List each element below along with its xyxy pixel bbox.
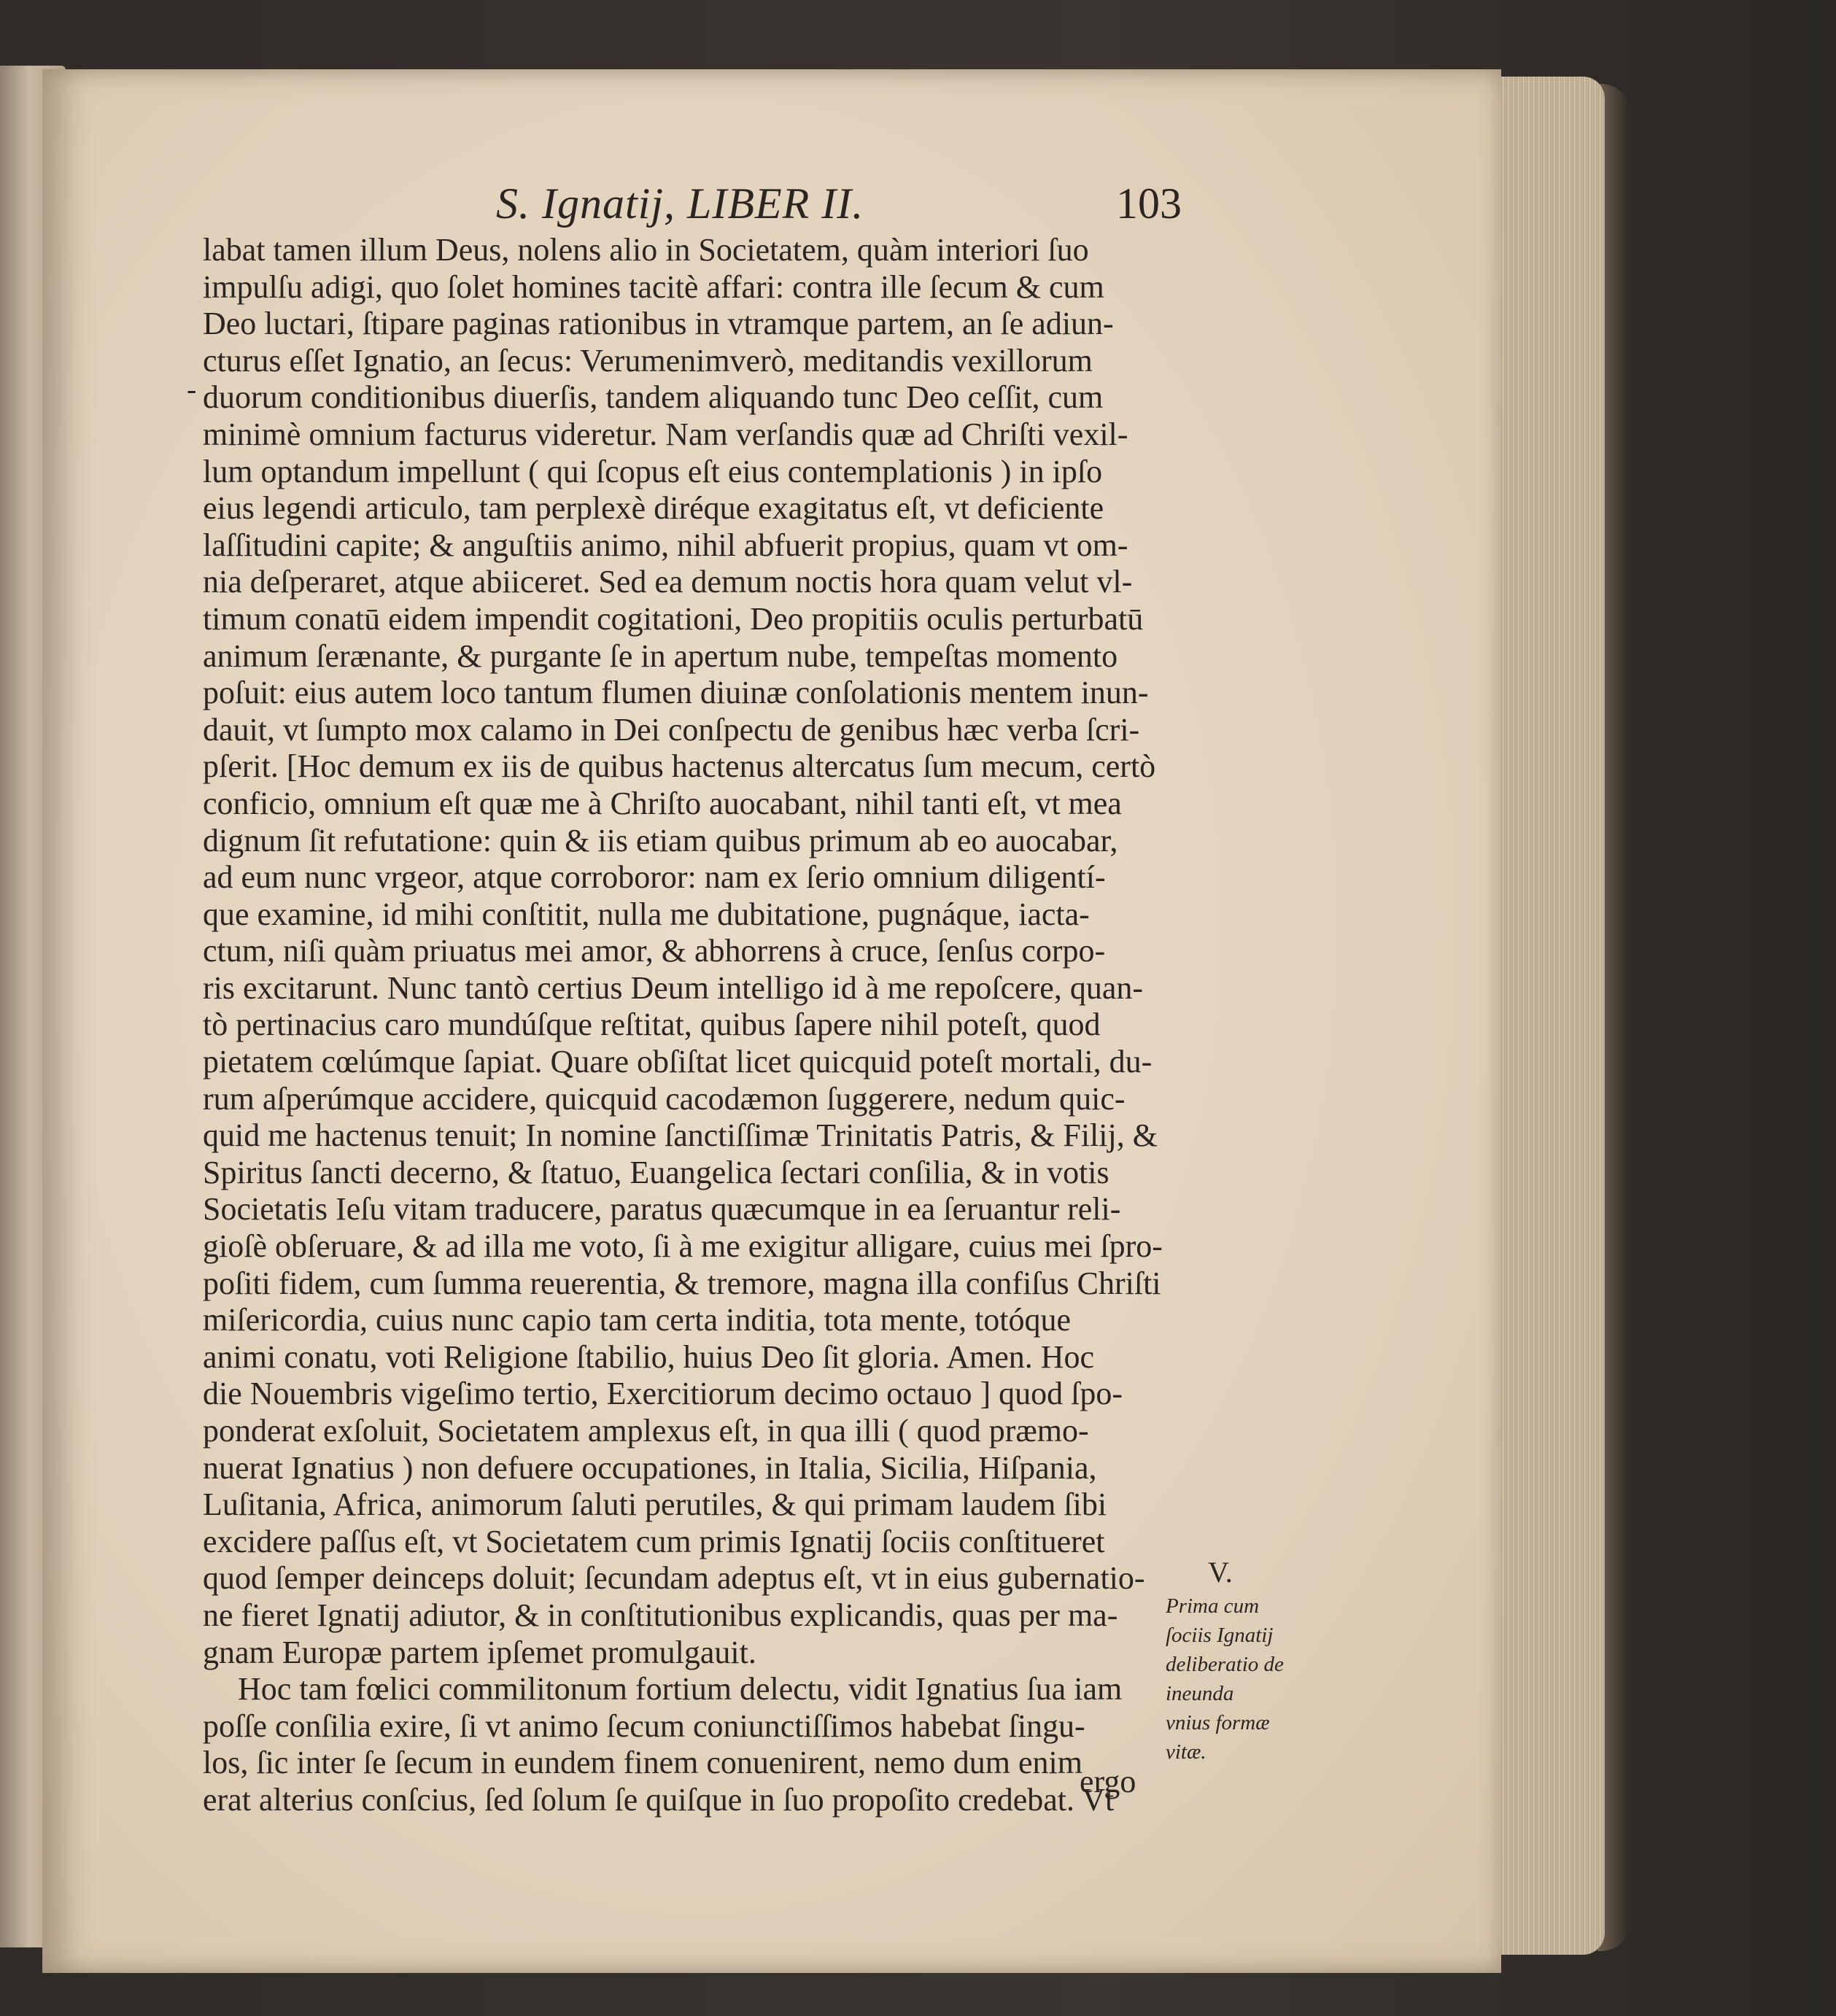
body-line: animi conatu, voti Religione ſtabilio, huius Deo ſit gloria. Amen. Hoc [203,1338,1095,1375]
margin-note-number: V. [1208,1556,1233,1589]
body-line: dignum ſit refutatione: quin & iis etiam quibus primum ab eo auocabar, [203,822,1118,858]
body-line: Deo luctari, ſtipare paginas rationibus in vtramque partem, an ſe adiun- [203,306,1114,342]
page-number: 103 [1116,179,1182,228]
body-line: eius legendi articulo, tam perplexè diréque exagitatus eſt, vt deficiente [203,490,1104,527]
body-line: erat alterius conſcius, ſed ſolum ſe quiſque in ſuo propoſito credebat. Vt [203,1781,1115,1818]
body-line: laſſitudini capite; & anguſtiis animo, nihil abfuerit propius, quam vt om- [203,527,1128,563]
margin-note-line: Prima cum [1166,1594,1260,1618]
body-line: Spiritus ſancti decerno, & ſtatuo, Euangelica ſectari conſilia, & in votis [203,1154,1109,1190]
body-line: excidere paſſus eſt, vt Societatem cum primis Ignatij ſociis conſtitueret [203,1523,1105,1559]
body-line: gioſè obſeruare, & ad illa me voto, ſi à me exigitur alligare, cuius mei ſpro- [203,1228,1163,1265]
running-head: S. Ignatij, LIBER II. [496,179,864,228]
body-line: timum conatū eidem impendit cogitationi, Deo propitiis oculis perturbatū [203,600,1144,637]
body-line: ctum, niſi quàm priuatus mei amor, & abhorrens à cruce, ſenſus corpo- [203,933,1106,969]
margin-note-line: vnius formæ [1166,1711,1270,1734]
page-header [496,179,1196,233]
margin-note-line: vitæ. [1166,1740,1206,1764]
body-line: impulſu adigi, quo ſolet homines tacitè affari: contra ille ſecum & cum [203,268,1104,305]
stray-mark: - [187,373,197,406]
body-line: que examine, id mihi conſtitit, nulla me dubitatione, pugnáque, iacta- [203,896,1090,932]
body-line: Hoc tam fœlici commilitonum fortium delectu, vidit Ignatius ſua iam [238,1671,1123,1707]
body-line: nia deſperaret, atque abiiceret. Sed ea demum noctis hora quam velut vl- [203,564,1133,600]
body-line: Societatis Ieſu vitam traducere, paratus quæcumque in ea ſeruantur reli- [203,1191,1121,1228]
body-line: los, ſic inter ſe ſecum in eundem finem conuenirent, nemo dum enim [203,1745,1083,1781]
body-line: ne fieret Ignatij adiutor, & in conſtitutionibus explicandis, quas per ma- [203,1597,1118,1633]
body-line: animum ſerænante, & purgante ſe in apertum nube, tempeſtas momento [203,637,1118,674]
body-line: conficio, omnium eſt quæ me à Chriſto auocabant, nihil tanti eſt, vt mea [203,785,1122,821]
body-line: poſuit: eius autem loco tantum flumen diuinæ conſolationis mentem inun- [203,675,1149,711]
body-line: rum aſperúmque accidere, quicquid cacodæmon ſuggerere, nedum quic- [203,1080,1126,1117]
body-line: lum optandum impellunt ( qui ſcopus eſt eius contemplationis ) in ipſo [203,453,1103,489]
body-line: quid me hactenus tenuit; In nomine ſanctiſſimæ Trinitatis Patris, & Filij, & [203,1117,1158,1154]
body-line: miſericordia, cuius nunc capio tam certa inditia, tota mente, totóque [203,1302,1072,1338]
body-line: tò pertinacius caro mundúſque reſtitat, quibus ſapere nihil poteſt, quod [203,1007,1101,1043]
body-line: ponderat exſoluit, Societatem amplexus eſt, in qua illi ( quod præmo- [203,1413,1089,1449]
body-line: die Nouembris vigeſimo tertio, Exercitiorum decimo octauo ] quod ſpo- [203,1376,1123,1412]
catchword: ergo [1080,1764,1136,1799]
body-line: poſiti fidem, cum ſumma reuerentia, & tremore, magna illa confiſus Chriſti [203,1265,1161,1301]
margin-note [1166,1554,1326,1767]
margin-note-line: deliberatio de [1166,1653,1284,1676]
body-line: quod ſemper deinceps doluit; ſecundam adeptus eſt, vt in eius gubernatio- [203,1560,1145,1597]
margin-note-line: ineunda [1166,1682,1234,1705]
body-line: ad eum nunc vrgeor, atque corroboror: nam ex ſerio omnium diligentí- [203,859,1106,896]
body-line: poſſe conſilia exire, ſi vt animo ſecum coniunctiſſimos habebat ſingu- [203,1707,1085,1744]
body-line: dauit, vt ſumpto mox calamo in Dei conſpectu de genibus hæc verba ſcri- [203,711,1140,748]
page-edges-stack [1484,77,1605,1955]
body-line: nuerat Ignatius ) non defuere occupationes, in Italia, Sicilia, Hiſpania, [203,1449,1097,1486]
margin-note-line: ſociis Ignatij [1166,1624,1274,1647]
body-line: Luſitania, Africa, animorum ſaluti perutiles, & qui primam laudem ſibi [203,1486,1107,1523]
body-line: labat tamen illum Deus, nolens alio in Societatem, quàm interiori ſuo [203,232,1089,268]
body-text [203,232,1173,1819]
body-line: minimè omnium facturus videretur. Nam verſandis quæ ad Chriſti vexil- [203,416,1128,452]
body-line: pſerit. [Hoc demum ex iis de quibus hactenus altercatus ſum mecum, certò [203,748,1156,785]
body-line: gnam Europæ partem ipſemet promulgauit. [203,1634,756,1670]
body-line: ris excitarunt. Nunc tantò certius Deum intelligo id à me repoſcere, quan- [203,969,1143,1006]
body-line: cturus eſſet Ignatio, an ſecus: Verumenimverò, meditandis vexillorum [203,342,1093,379]
body-line: pietatem cœlúmque ſapiat. Quare obſiſtat licet quicquid poteſt mortali, du- [203,1044,1153,1080]
body-line: duorum conditionibus diuerſis, tandem aliquando tunc Deo ceſſit, cum [203,379,1104,416]
